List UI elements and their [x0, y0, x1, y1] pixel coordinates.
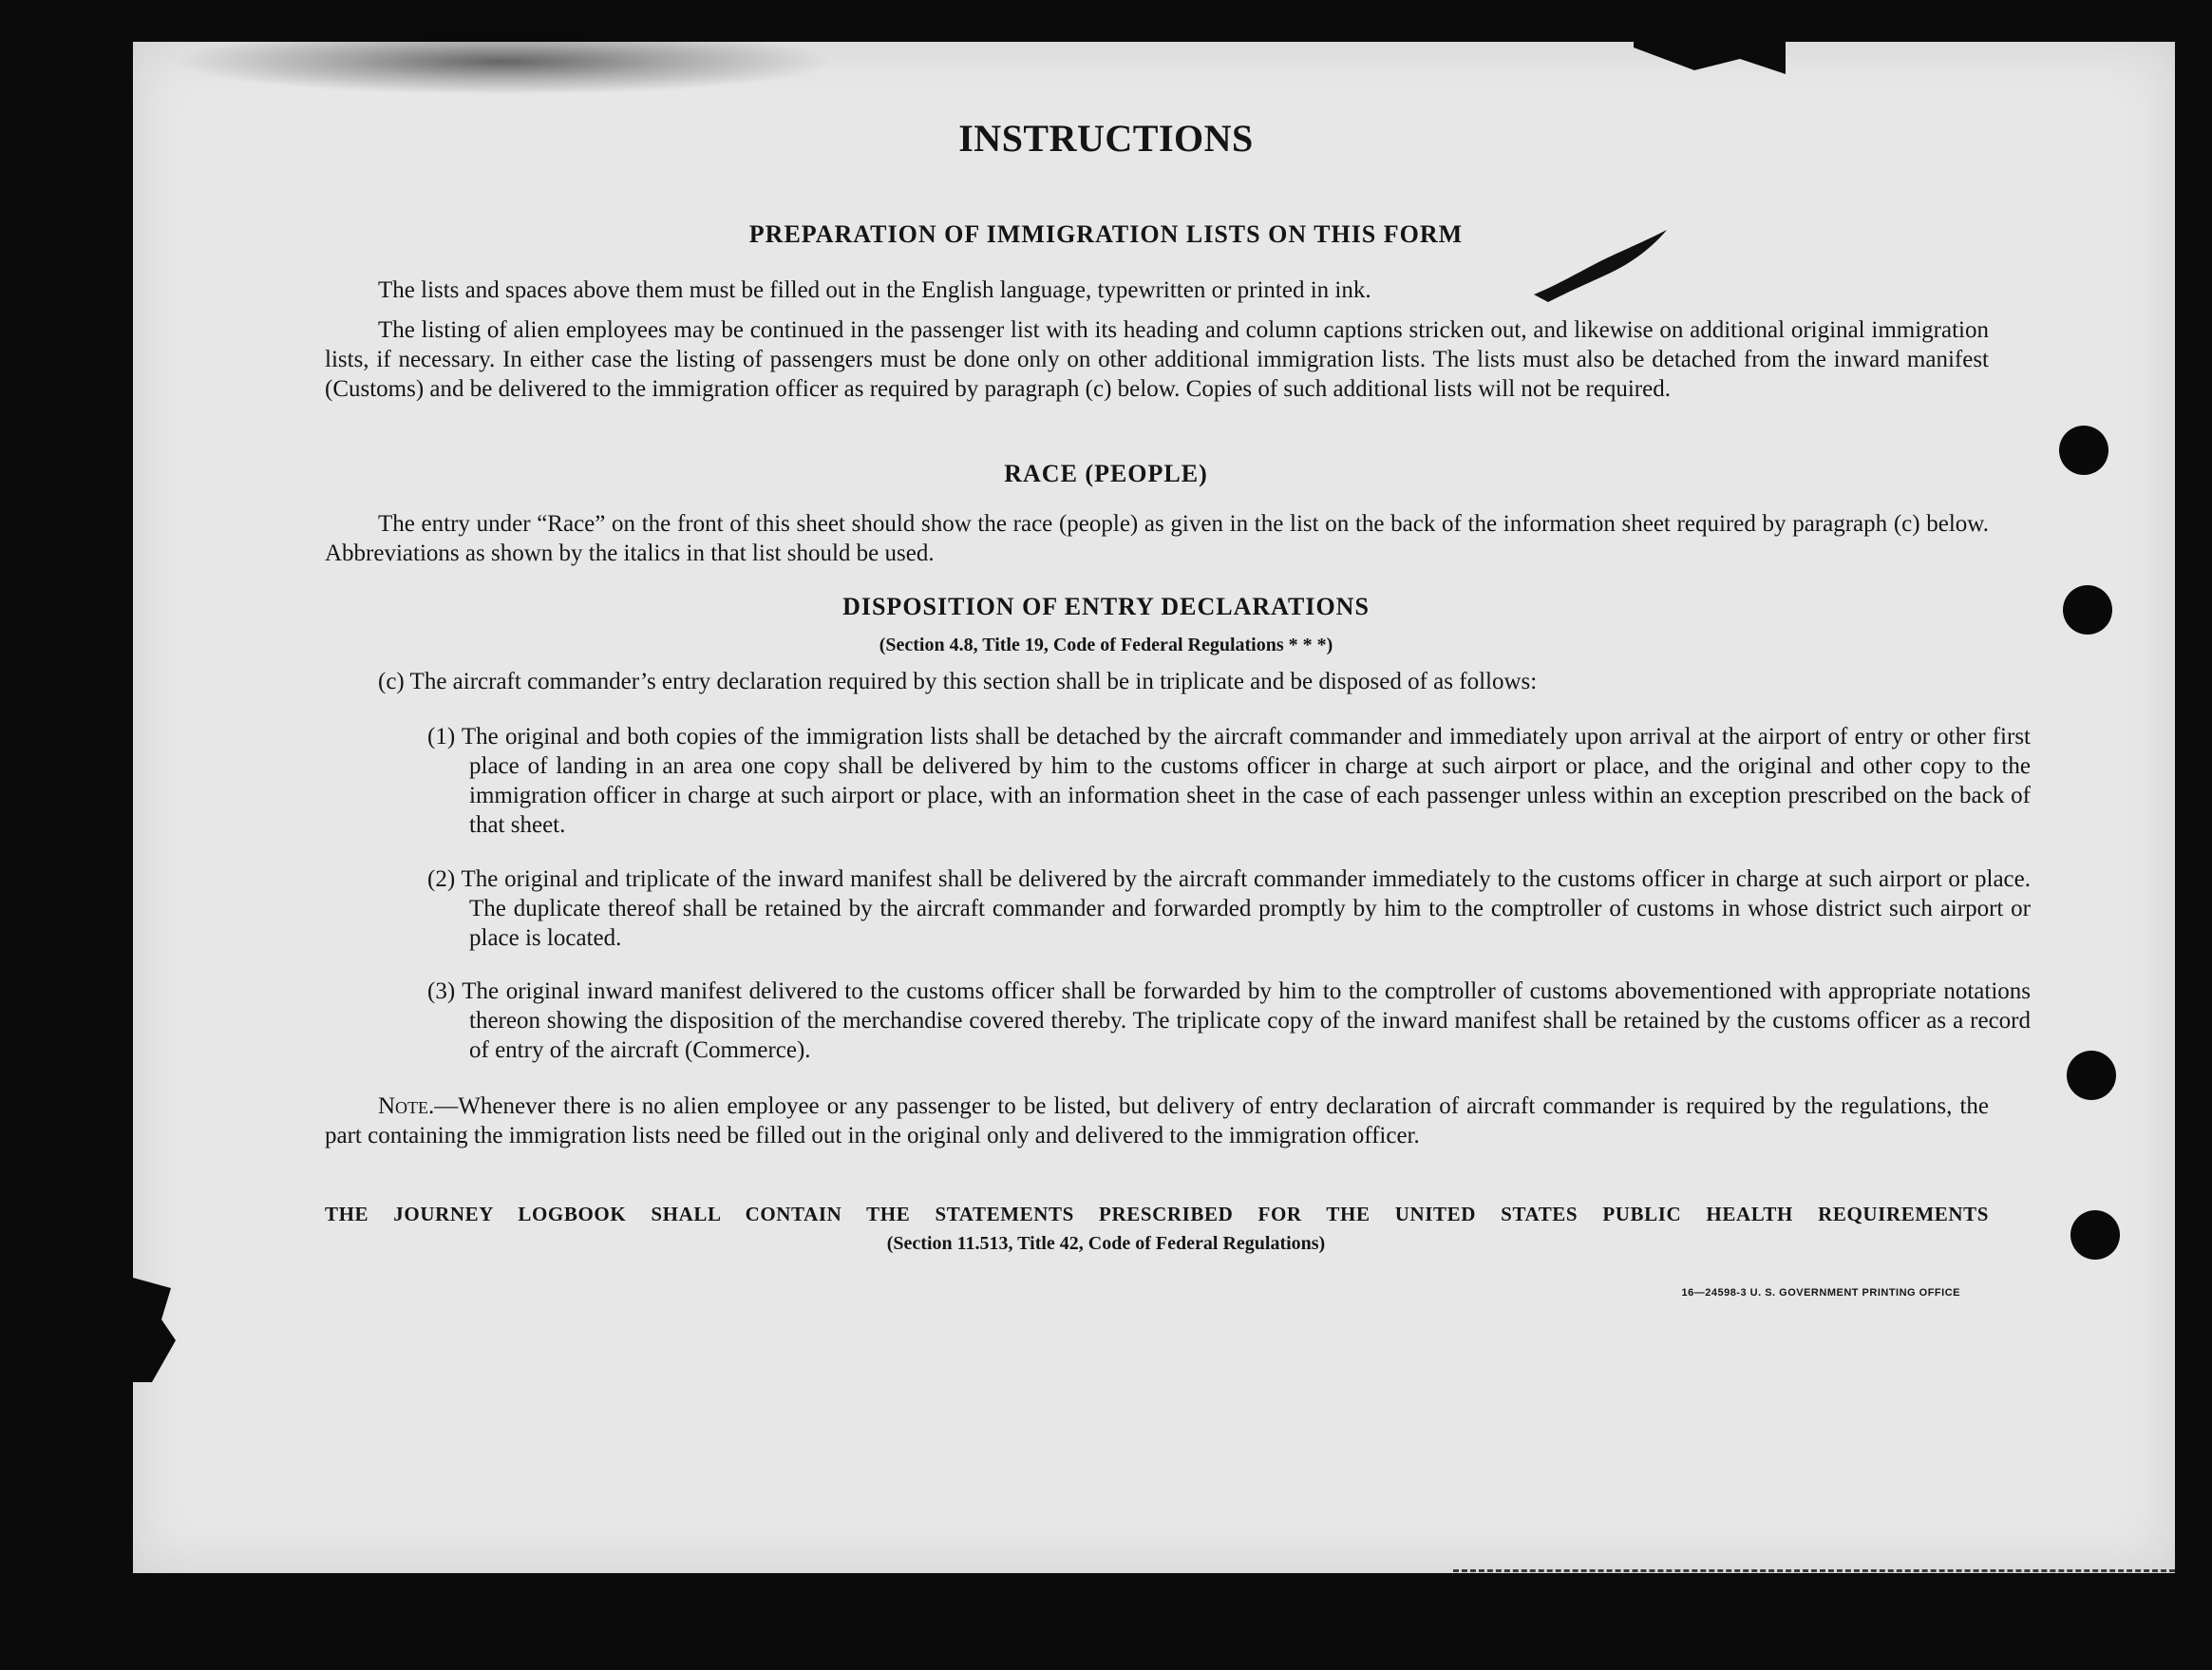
paragraph: The lists and spaces above them must be filled out in the English language, typewritten or printed in ink. [378, 277, 1371, 303]
regulation-citation: (Section 4.8, Title 19, Code of Federal Regulations * * *) [879, 635, 1333, 655]
paragraph: The listing of alien employees may be continued in the passenger list with its heading and column captions stricken out, and likewise on additional original immigration lists, if necessary. In either case the listing of passengers must be done only on other additional immigration lists. The lists must also be detached from the inward manifest (Customs) and be delivered to the immigration officer as required by paragraph (c) below. Copies of such additional lists will not be required. [325, 317, 1989, 402]
note-label: Note. [378, 1093, 435, 1119]
printer-mark: 16—24598-3 U. S. GOVERNMENT PRINTING OFFICE [1681, 1287, 1960, 1299]
health-requirements-line: THE JOURNEY LOGBOOK SHALL CONTAIN THE STATEMENTS PRESCRIBED FOR THE UNITED STATES PUBLIC HEALTH REQUIREMENTS [325, 1203, 1989, 1225]
list-item: (2) The original and triplicate of the inward manifest shall be delivered by the aircraft commander immediately to the customs officer in charge at such airport or place. The duplicate thereof shall be retained by the aircraft commander and forwarded promptly by him to the comptroller of customs in whose district such airport or place is located. [427, 866, 2031, 951]
note-text: —Whenever there is no alien employee or any passenger to be listed, but delivery of entry declaration of aircraft commander is required by the regulations, the part containing the immigration lists need be filled out in the original only and delivered to the immigration officer. [325, 1093, 1989, 1148]
paragraph: The entry under “Race” on the front of this sheet should show the race (people) as given in the list on the back of the information sheet required by paragraph (c) below. Abbreviations as shown by the italics in that list should be used. [325, 511, 1989, 566]
list-item: (3) The original inward manifest delivered to the customs officer shall be forwarded by him to the comptroller of customs abovementioned with appropriate notations thereon showing the disposition of the merchandise covered thereby. The triplicate copy of the inward manifest shall be retained by the customs officer as a record of entry of the aircraft (Commerce). [427, 978, 2031, 1063]
health-citation: (Section 11.513, Title 42, Code of Federal Regulations) [886, 1233, 1326, 1254]
paragraph: (c) The aircraft commander’s entry declaration required by this section shall be in triplicate and be disposed of as follows: [378, 669, 1538, 694]
page-title: INSTRUCTIONS [958, 117, 1254, 160]
list-item: (1) The original and both copies of the immigration lists shall be detached by the aircraft commander and immediately upon arrival at the airport of entry or other first place of landing in an area one copy shall be delivered by him to the customs officer in charge at such airport or place, and the original and other copy to the immigration officer in charge at such airport or place, with an information sheet in the case of each passenger unless within an exception prescribed on the back of that sheet. [427, 724, 2031, 838]
section-heading-race: RACE (PEOPLE) [1004, 460, 1208, 487]
section-heading-preparation: PREPARATION OF IMMIGRATION LISTS ON THIS FORM [748, 220, 1464, 248]
section-heading-disposition: DISPOSITION OF ENTRY DECLARATIONS [842, 593, 1370, 620]
note-paragraph [325, 1091, 1989, 1150]
